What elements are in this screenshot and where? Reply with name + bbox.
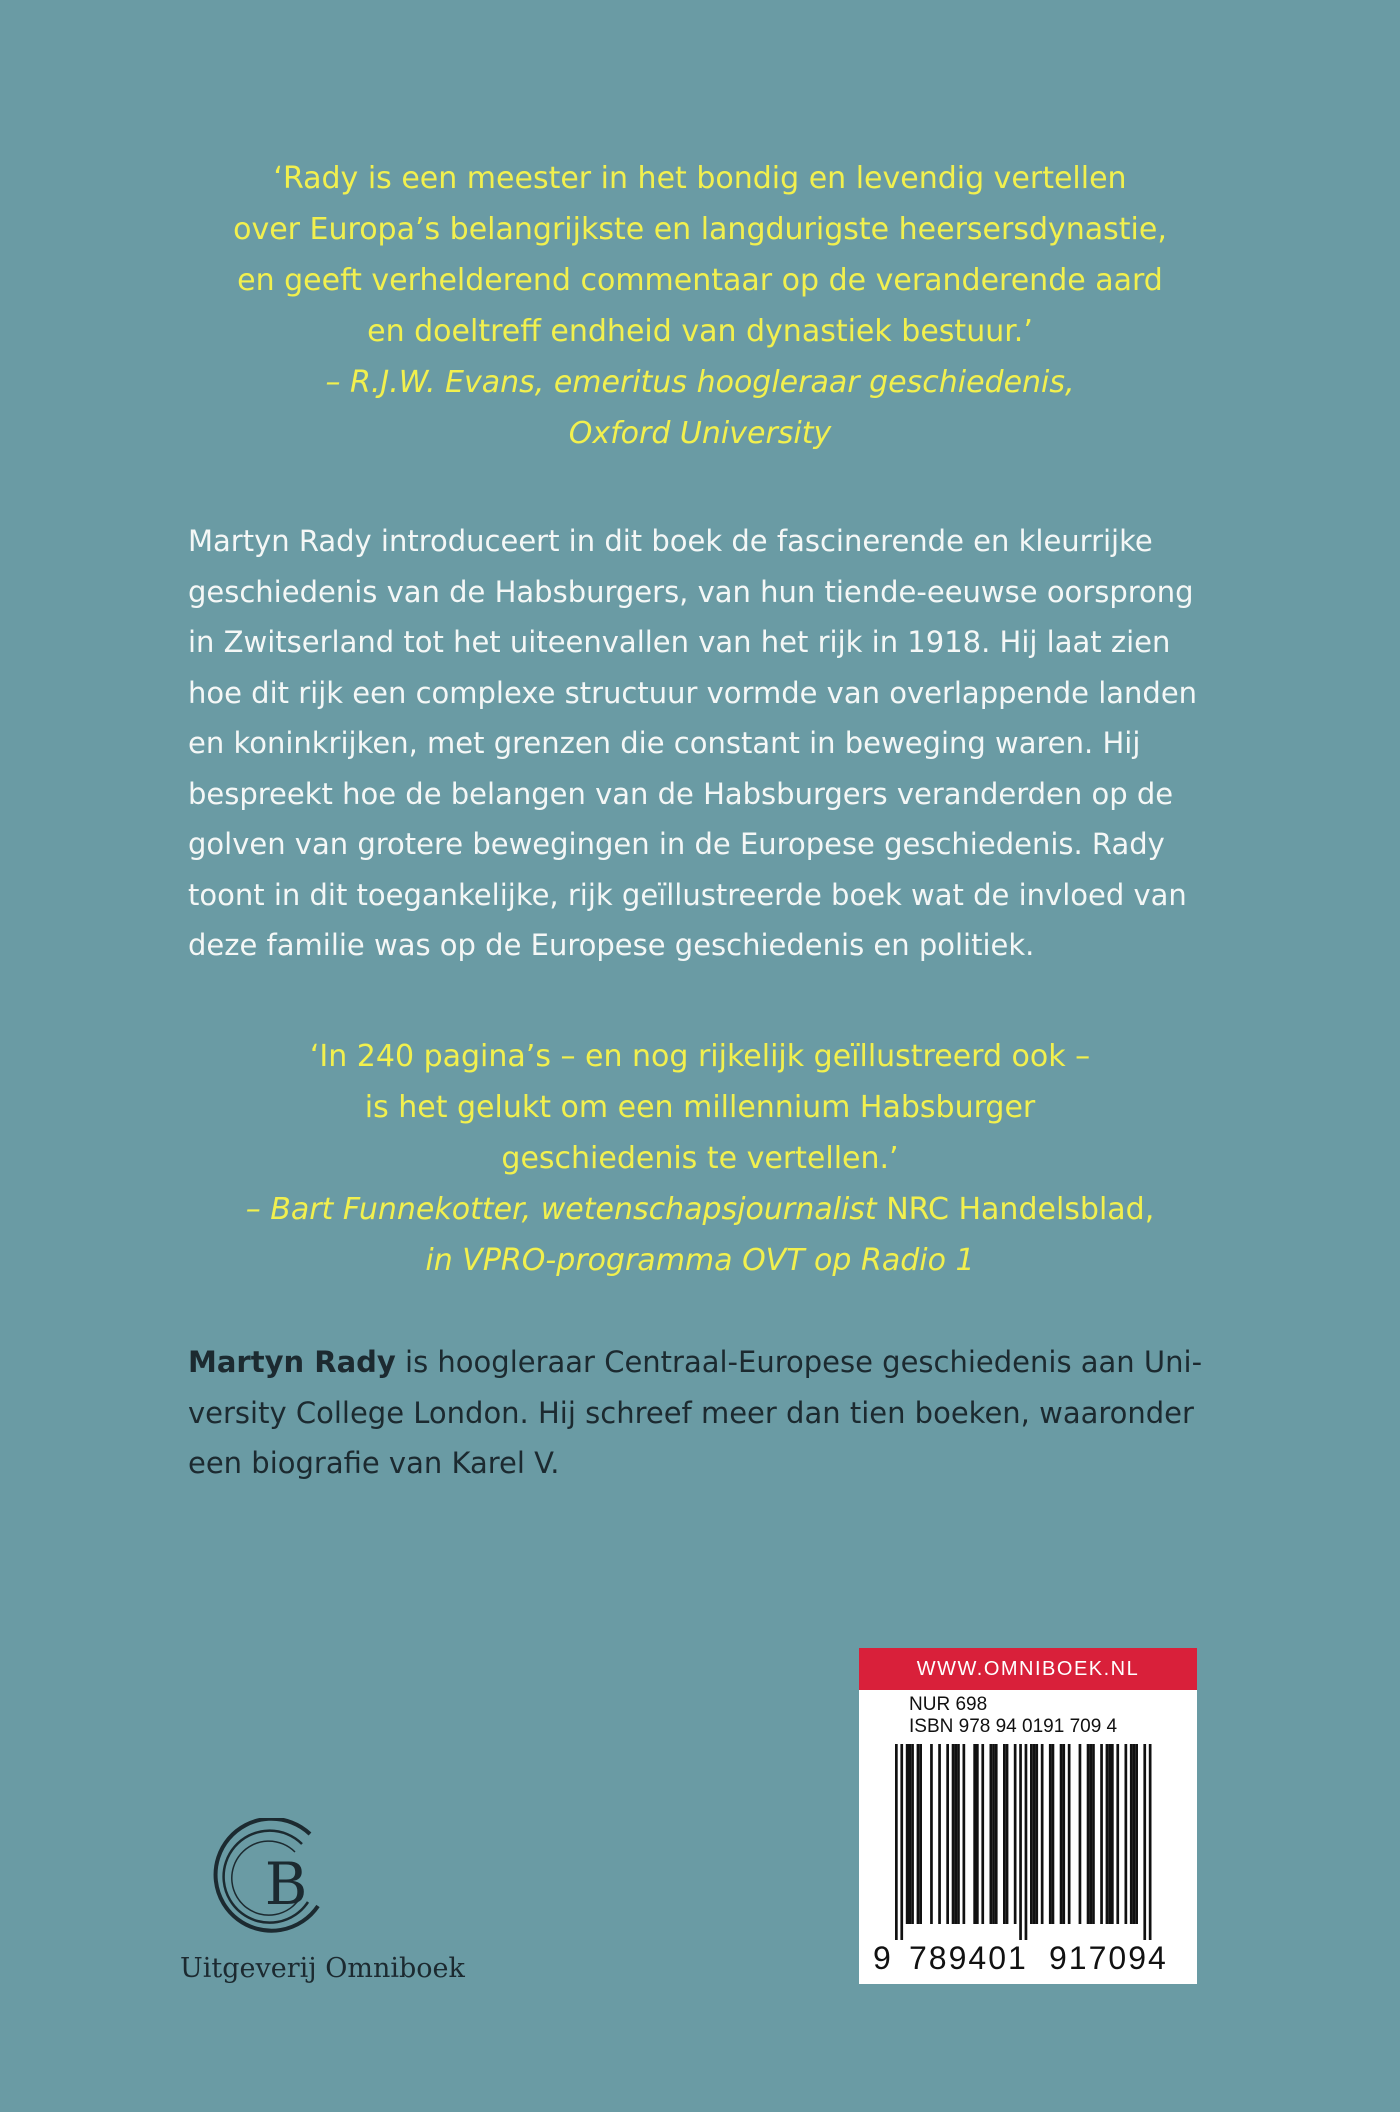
barcode-bar <box>1108 1744 1111 1924</box>
barcode-right-group: 917094 <box>1049 1940 1168 1976</box>
barcode-bar <box>946 1744 949 1924</box>
review-quote-evans <box>150 153 1250 459</box>
barcode-bar <box>1089 1744 1092 1924</box>
barcode-bar <box>895 1744 898 1940</box>
quote-line: en geeft verhelderend commentaar op de veranderende aard <box>237 263 1163 298</box>
barcode-bar <box>963 1744 966 1924</box>
bio-line <box>188 1337 1218 1388</box>
barcode-bar <box>1135 1744 1138 1924</box>
quote-line: is het gelukt om een millennium Habsburger <box>364 1090 1036 1125</box>
quote-line: geschiedenis te vertellen.’ <box>501 1141 899 1176</box>
publisher-name: Uitgeverij Omniboek <box>180 1953 465 1984</box>
bio-line: een biografie van Karel V. <box>188 1446 560 1480</box>
quote-attribution: – R.J.W. Evans, emeritus hoogleraar geschiedenis, <box>325 365 1075 400</box>
barcode-bar <box>1087 1744 1090 1924</box>
barcode-bar <box>973 1744 976 1924</box>
barcode-bar <box>1149 1744 1152 1940</box>
bio-text: is hoogleraar Centraal-Europese geschiedenis aan Uni- <box>395 1345 1203 1379</box>
description-line: deze familie was op de Europese geschiedenis en politiek. <box>188 928 1035 962</box>
publisher-website: WWW.OMNIBOEK.NL <box>859 1648 1197 1690</box>
barcode-bar <box>1033 1744 1036 1924</box>
barcode-bar <box>954 1744 957 1924</box>
description-line: geschiedenis van de Habsburgers, van hun tiende-eeuwse oorsprong <box>188 574 1194 609</box>
barcode-bar <box>1079 1744 1082 1924</box>
barcode-bar <box>938 1744 941 1924</box>
quote-line: ‘In 240 pagina’s – en nog rijkelijk geïllustreerd ook – <box>309 1039 1091 1074</box>
barcode-bar <box>1052 1744 1055 1924</box>
quote-line: ‘Rady is een meester in het bondig en levendig vertellen <box>273 161 1127 196</box>
barcode-left-group: 789401 <box>909 1940 1028 1976</box>
description-line: Martyn Rady introduceert in dit boek de fascinerende en kleurrijke <box>188 524 1153 558</box>
barcode-bar <box>1116 1744 1119 1924</box>
description-line: hoe dit rijk een complexe structuur vormde van overlappende landen <box>188 675 1198 710</box>
description-line: bespreekt hoe de belangen van de Habsburgers veranderden op de <box>188 776 1174 811</box>
quote-attribution <box>150 1184 1250 1235</box>
logo-letter: B <box>264 1850 308 1918</box>
description-line: toont in dit toegankelijke, rijk geïllustreerde boek wat de invloed van <box>188 877 1187 912</box>
bio-line: versity College London. Hij schreef meer dan tien boeken, waaronder <box>188 1395 1194 1430</box>
quote-attribution: Oxford University <box>568 416 832 451</box>
barcode-label <box>859 1648 1197 1984</box>
barcode-bar <box>1030 1744 1033 1924</box>
barcode-bar <box>957 1744 960 1924</box>
barcode-bar <box>1068 1744 1071 1924</box>
review-quote-funnekotter <box>150 1031 1250 1286</box>
barcode-bar <box>1019 1744 1022 1940</box>
quote-attribution: in VPRO-programma OVT op Radio 1 <box>425 1243 975 1278</box>
barcode-bar <box>1006 1744 1009 1924</box>
barcode-bar <box>1106 1744 1109 1924</box>
barcode-meta <box>859 1694 1197 1738</box>
author-name: Martyn Rady <box>188 1345 396 1379</box>
description-line: in Zwitserland tot het uiteenvallen van het rijk in 1918. Hij laat zien <box>188 625 1171 659</box>
barcode-bar <box>1143 1744 1146 1940</box>
barcode-bar <box>1060 1744 1063 1924</box>
barcode-bar <box>911 1744 914 1924</box>
barcode-bar <box>1130 1744 1133 1924</box>
barcode-bar <box>1092 1744 1095 1924</box>
barcode-bar <box>952 1744 955 1924</box>
barcode-bar <box>990 1744 993 1924</box>
description-line: golven van grotere bewegingen in de Europese geschiedenis. Rady <box>188 827 1165 861</box>
attribution-author: – Bart Funnekotter, wetenschapsjournalist <box>245 1192 887 1227</box>
description-line: en koninkrijken, met grenzen die constant in beweging waren. Hij <box>188 726 1141 760</box>
barcode-bar <box>906 1744 909 1924</box>
barcode-bar <box>1041 1744 1044 1924</box>
barcode-bar <box>1100 1744 1103 1924</box>
barcode-bar <box>976 1744 979 1924</box>
barcode-bar <box>917 1744 920 1924</box>
attribution-source: NRC Handelsblad, <box>886 1192 1155 1227</box>
barcode-bar <box>1003 1744 1006 1924</box>
barcode-bar <box>1133 1744 1136 1924</box>
barcode-bars <box>871 1744 1185 1940</box>
barcode-bar <box>930 1744 933 1924</box>
omniboek-logo-icon <box>180 1818 380 1948</box>
nur-code: NUR 698 <box>909 1694 988 1715</box>
barcode-bar <box>900 1744 903 1940</box>
barcode-bar <box>1049 1744 1052 1924</box>
barcode-bar <box>1111 1744 1114 1924</box>
quote-line: en doeltreff endheid van dynastiek bestuur.’ <box>367 314 1033 349</box>
barcode-bar <box>995 1744 998 1924</box>
barcode-bar <box>992 1744 995 1924</box>
barcode-bar <box>1035 1744 1038 1924</box>
author-bio <box>188 1337 1218 1489</box>
isbn-text: ISBN 978 94 0191 709 4 <box>909 1716 1118 1737</box>
barcode-first-digit: 9 <box>873 1940 893 1976</box>
barcode-bar <box>981 1744 984 1924</box>
book-description <box>188 516 1218 971</box>
barcode-bar <box>919 1744 922 1924</box>
barcode-bar <box>1014 1744 1017 1924</box>
barcode-bar <box>1062 1744 1065 1924</box>
quote-line: over Europa’s belangrijkste en langdurigste heersersdynastie, <box>233 212 1167 247</box>
barcode-bar <box>909 1744 912 1924</box>
barcode-bar <box>1025 1744 1028 1940</box>
barcode-bar <box>1125 1744 1128 1924</box>
